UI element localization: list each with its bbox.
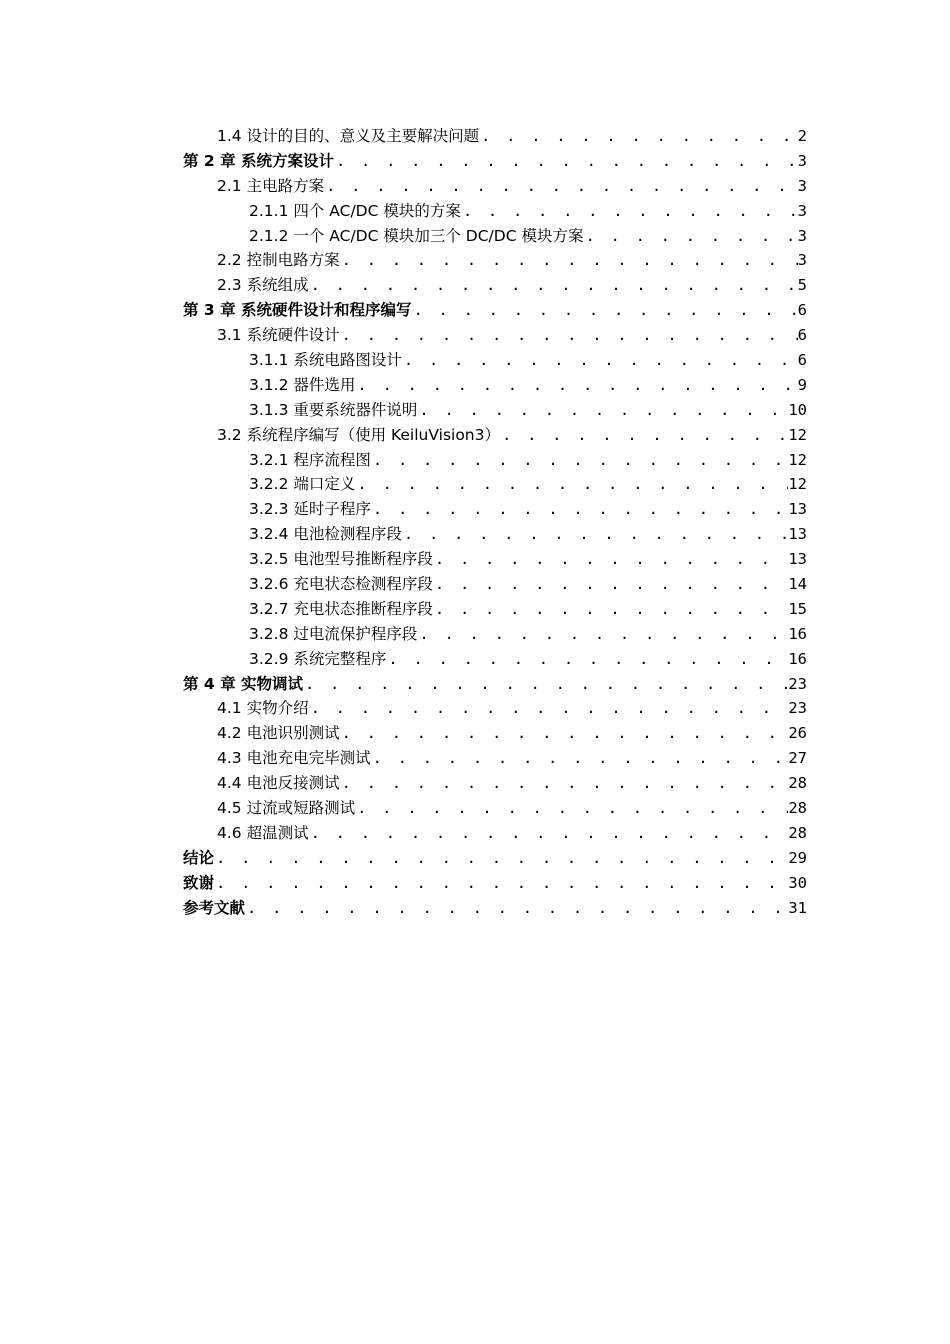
toc-entry[interactable]: [183, 572, 807, 597]
toc-dot-leader: [479, 124, 798, 149]
toc-entry-page-number: 3: [797, 226, 807, 245]
toc-dot-leader: [386, 647, 788, 672]
toc-entry-page-number: 31: [788, 898, 807, 917]
toc-entry-page-number: 2: [797, 127, 807, 145]
toc-entry-label: 3.2.9 系统完整程序: [249, 649, 387, 668]
toc-dot-leader: [340, 721, 789, 746]
toc-entry[interactable]: [183, 323, 807, 348]
toc-entry-page-number: 13: [788, 550, 807, 569]
toc-entry-page-number: 6: [797, 301, 807, 320]
toc-entry[interactable]: [183, 647, 807, 672]
toc-entry-page-number: 10: [788, 400, 807, 419]
toc-entry-label: 3.1.1 系统电路图设计: [249, 351, 402, 370]
toc-entry-label: 3.2.3 延时子程序: [249, 500, 371, 519]
toc-dot-leader: [402, 522, 788, 547]
toc-entry[interactable]: [183, 796, 807, 821]
toc-entry-label: 3.2 系统程序编写（使用 KeiluVision3）: [217, 425, 500, 444]
toc-entry-page-number: 26: [788, 724, 807, 743]
toc-dot-leader: [417, 622, 788, 647]
toc-entry-page-number: 6: [797, 351, 807, 370]
toc-entry-page-number: 12: [788, 475, 807, 494]
toc-entry-page-number: 12: [788, 425, 807, 444]
toc-entry-label: 致谢: [183, 873, 215, 892]
toc-entry[interactable]: [183, 248, 807, 273]
toc-entry[interactable]: [183, 199, 807, 224]
toc-entry-page-number: 3: [797, 151, 807, 170]
toc-entry[interactable]: [183, 846, 807, 871]
toc-entry-label: 第 2 章 系统方案设计: [183, 151, 334, 170]
toc-dot-leader: [309, 273, 798, 298]
toc-dot-leader: [461, 199, 798, 224]
toc-entry-page-number: 3: [797, 201, 807, 220]
toc-entry-page-number: 28: [788, 799, 807, 818]
toc-dot-leader: [214, 846, 788, 871]
toc-entry-label: 4.5 过流或短路测试: [217, 799, 356, 818]
toc-entry[interactable]: [183, 547, 807, 572]
toc-entry-label: 第 4 章 实物调试: [183, 674, 303, 693]
toc-dot-leader: [309, 821, 789, 846]
toc-entry[interactable]: [183, 622, 807, 647]
toc-dot-leader: [433, 572, 788, 597]
toc-entry-page-number: 23: [788, 699, 807, 718]
toc-entry[interactable]: [183, 597, 807, 622]
toc-entry-page-number: 12: [788, 450, 807, 469]
toc-entry-label: 2.2 控制电路方案: [217, 251, 340, 270]
toc-entry-page-number: 16: [788, 649, 807, 668]
toc-entry-page-number: 15: [788, 599, 807, 618]
toc-dot-leader: [583, 224, 797, 249]
toc-dot-leader: [433, 597, 788, 622]
toc-entry-page-number: 28: [788, 823, 807, 842]
toc-entry-page-number: 30: [788, 873, 807, 892]
toc-entry-label: 3.1 系统硬件设计: [217, 326, 340, 345]
toc-entry[interactable]: [183, 497, 807, 522]
toc-entry[interactable]: [183, 423, 807, 448]
toc-entry[interactable]: [183, 522, 807, 547]
toc-dot-leader: [245, 896, 788, 921]
toc-dot-leader: [355, 796, 788, 821]
toc-entry-page-number: 28: [788, 774, 807, 793]
toc-entry[interactable]: [183, 696, 807, 721]
toc-entry[interactable]: [183, 771, 807, 796]
toc-entry[interactable]: [183, 672, 807, 697]
toc-entry-label: 结论: [183, 848, 215, 867]
toc-dot-leader: [340, 771, 789, 796]
toc-entry-label: 参考文献: [183, 898, 246, 917]
toc-entry[interactable]: [183, 373, 807, 398]
toc-entry-label: 3.2.8 过电流保护程序段: [249, 624, 418, 643]
table-of-contents: [183, 124, 807, 921]
toc-dot-leader: [340, 323, 798, 348]
toc-entry-page-number: 13: [788, 525, 807, 544]
toc-entry-page-number: 16: [788, 624, 807, 643]
toc-entry[interactable]: [183, 273, 807, 298]
toc-entry-label: 3.2.4 电池检测程序段: [249, 525, 402, 544]
toc-entry-label: 第 3 章 系统硬件设计和程序编写: [183, 301, 412, 320]
toc-entry-label: 4.2 电池识别测试: [217, 724, 340, 743]
toc-entry-label: 4.3 电池充电完毕测试: [217, 749, 371, 768]
toc-entry[interactable]: [183, 224, 807, 249]
toc-entry-label: 2.3 系统组成: [217, 276, 309, 295]
toc-dot-leader: [402, 348, 798, 373]
toc-entry-label: 3.1.2 器件选用: [249, 375, 356, 394]
toc-dot-leader: [340, 248, 798, 273]
toc-entry[interactable]: [183, 298, 807, 323]
toc-entry[interactable]: [183, 124, 807, 149]
toc-entry-label: 3.2.7 充电状态推断程序段: [249, 599, 433, 618]
toc-entry-page-number: 27: [788, 749, 807, 768]
toc-entry-label: 3.2.6 充电状态检测程序段: [249, 575, 433, 594]
toc-entry-label: 3.2.5 电池型号推断程序段: [249, 550, 433, 569]
toc-dot-leader: [433, 547, 788, 572]
toc-entry-label: 4.4 电池反接测试: [217, 774, 340, 793]
toc-entry[interactable]: [183, 448, 807, 473]
toc-entry[interactable]: [183, 821, 807, 846]
toc-entry-label: 2.1.2 一个 AC/DC 模块加三个 DC/DC 模块方案: [249, 226, 584, 245]
toc-dot-leader: [355, 472, 788, 497]
toc-entry-label: 3.1.3 重要系统器件说明: [249, 400, 418, 419]
toc-entry-page-number: 3: [797, 176, 807, 195]
toc-entry-label: 3.2.2 端口定义: [249, 475, 356, 494]
toc-entry-page-number: 5: [797, 276, 807, 295]
toc-entry-page-number: 14: [788, 575, 807, 594]
toc-entry-page-number: 13: [788, 500, 807, 519]
toc-dot-leader: [417, 398, 788, 423]
toc-entry-label: 2.1.1 四个 AC/DC 模块的方案: [249, 201, 461, 220]
toc-dot-leader: [334, 149, 798, 174]
toc-entry-page-number: 9: [797, 375, 807, 394]
toc-entry[interactable]: [183, 746, 807, 771]
toc-entry-page-number: 3: [797, 251, 807, 270]
toc-entry-label: 1.4 设计的目的、意义及主要解决问题: [217, 127, 480, 145]
toc-entry[interactable]: [183, 348, 807, 373]
toc-dot-leader: [371, 448, 788, 473]
toc-entry[interactable]: [183, 472, 807, 497]
toc-entry-label: 3.2.1 程序流程图: [249, 450, 371, 469]
toc-entry-page-number: 29: [788, 848, 807, 867]
toc-entry-label: 4.1 实物介绍: [217, 699, 309, 718]
toc-entry-label: 2.1 主电路方案: [217, 176, 325, 195]
toc-dot-leader: [303, 672, 788, 697]
toc-dot-leader: [309, 696, 789, 721]
toc-entry[interactable]: [183, 871, 807, 896]
toc-entry[interactable]: [183, 896, 807, 921]
toc-entry[interactable]: [183, 398, 807, 423]
toc-dot-leader: [214, 871, 788, 896]
toc-entry-page-number: 23: [788, 674, 807, 693]
toc-entry[interactable]: [183, 721, 807, 746]
toc-entry-page-number: 6: [797, 326, 807, 345]
toc-dot-leader: [371, 746, 789, 771]
toc-dot-leader: [500, 423, 788, 448]
toc-dot-leader: [324, 174, 798, 199]
toc-entry-label: 4.6 超温测试: [217, 823, 309, 842]
toc-dot-leader: [371, 497, 788, 522]
toc-dot-leader: [411, 298, 797, 323]
toc-dot-leader: [355, 373, 797, 398]
toc-entry[interactable]: [183, 149, 807, 174]
toc-entry[interactable]: [183, 174, 807, 199]
